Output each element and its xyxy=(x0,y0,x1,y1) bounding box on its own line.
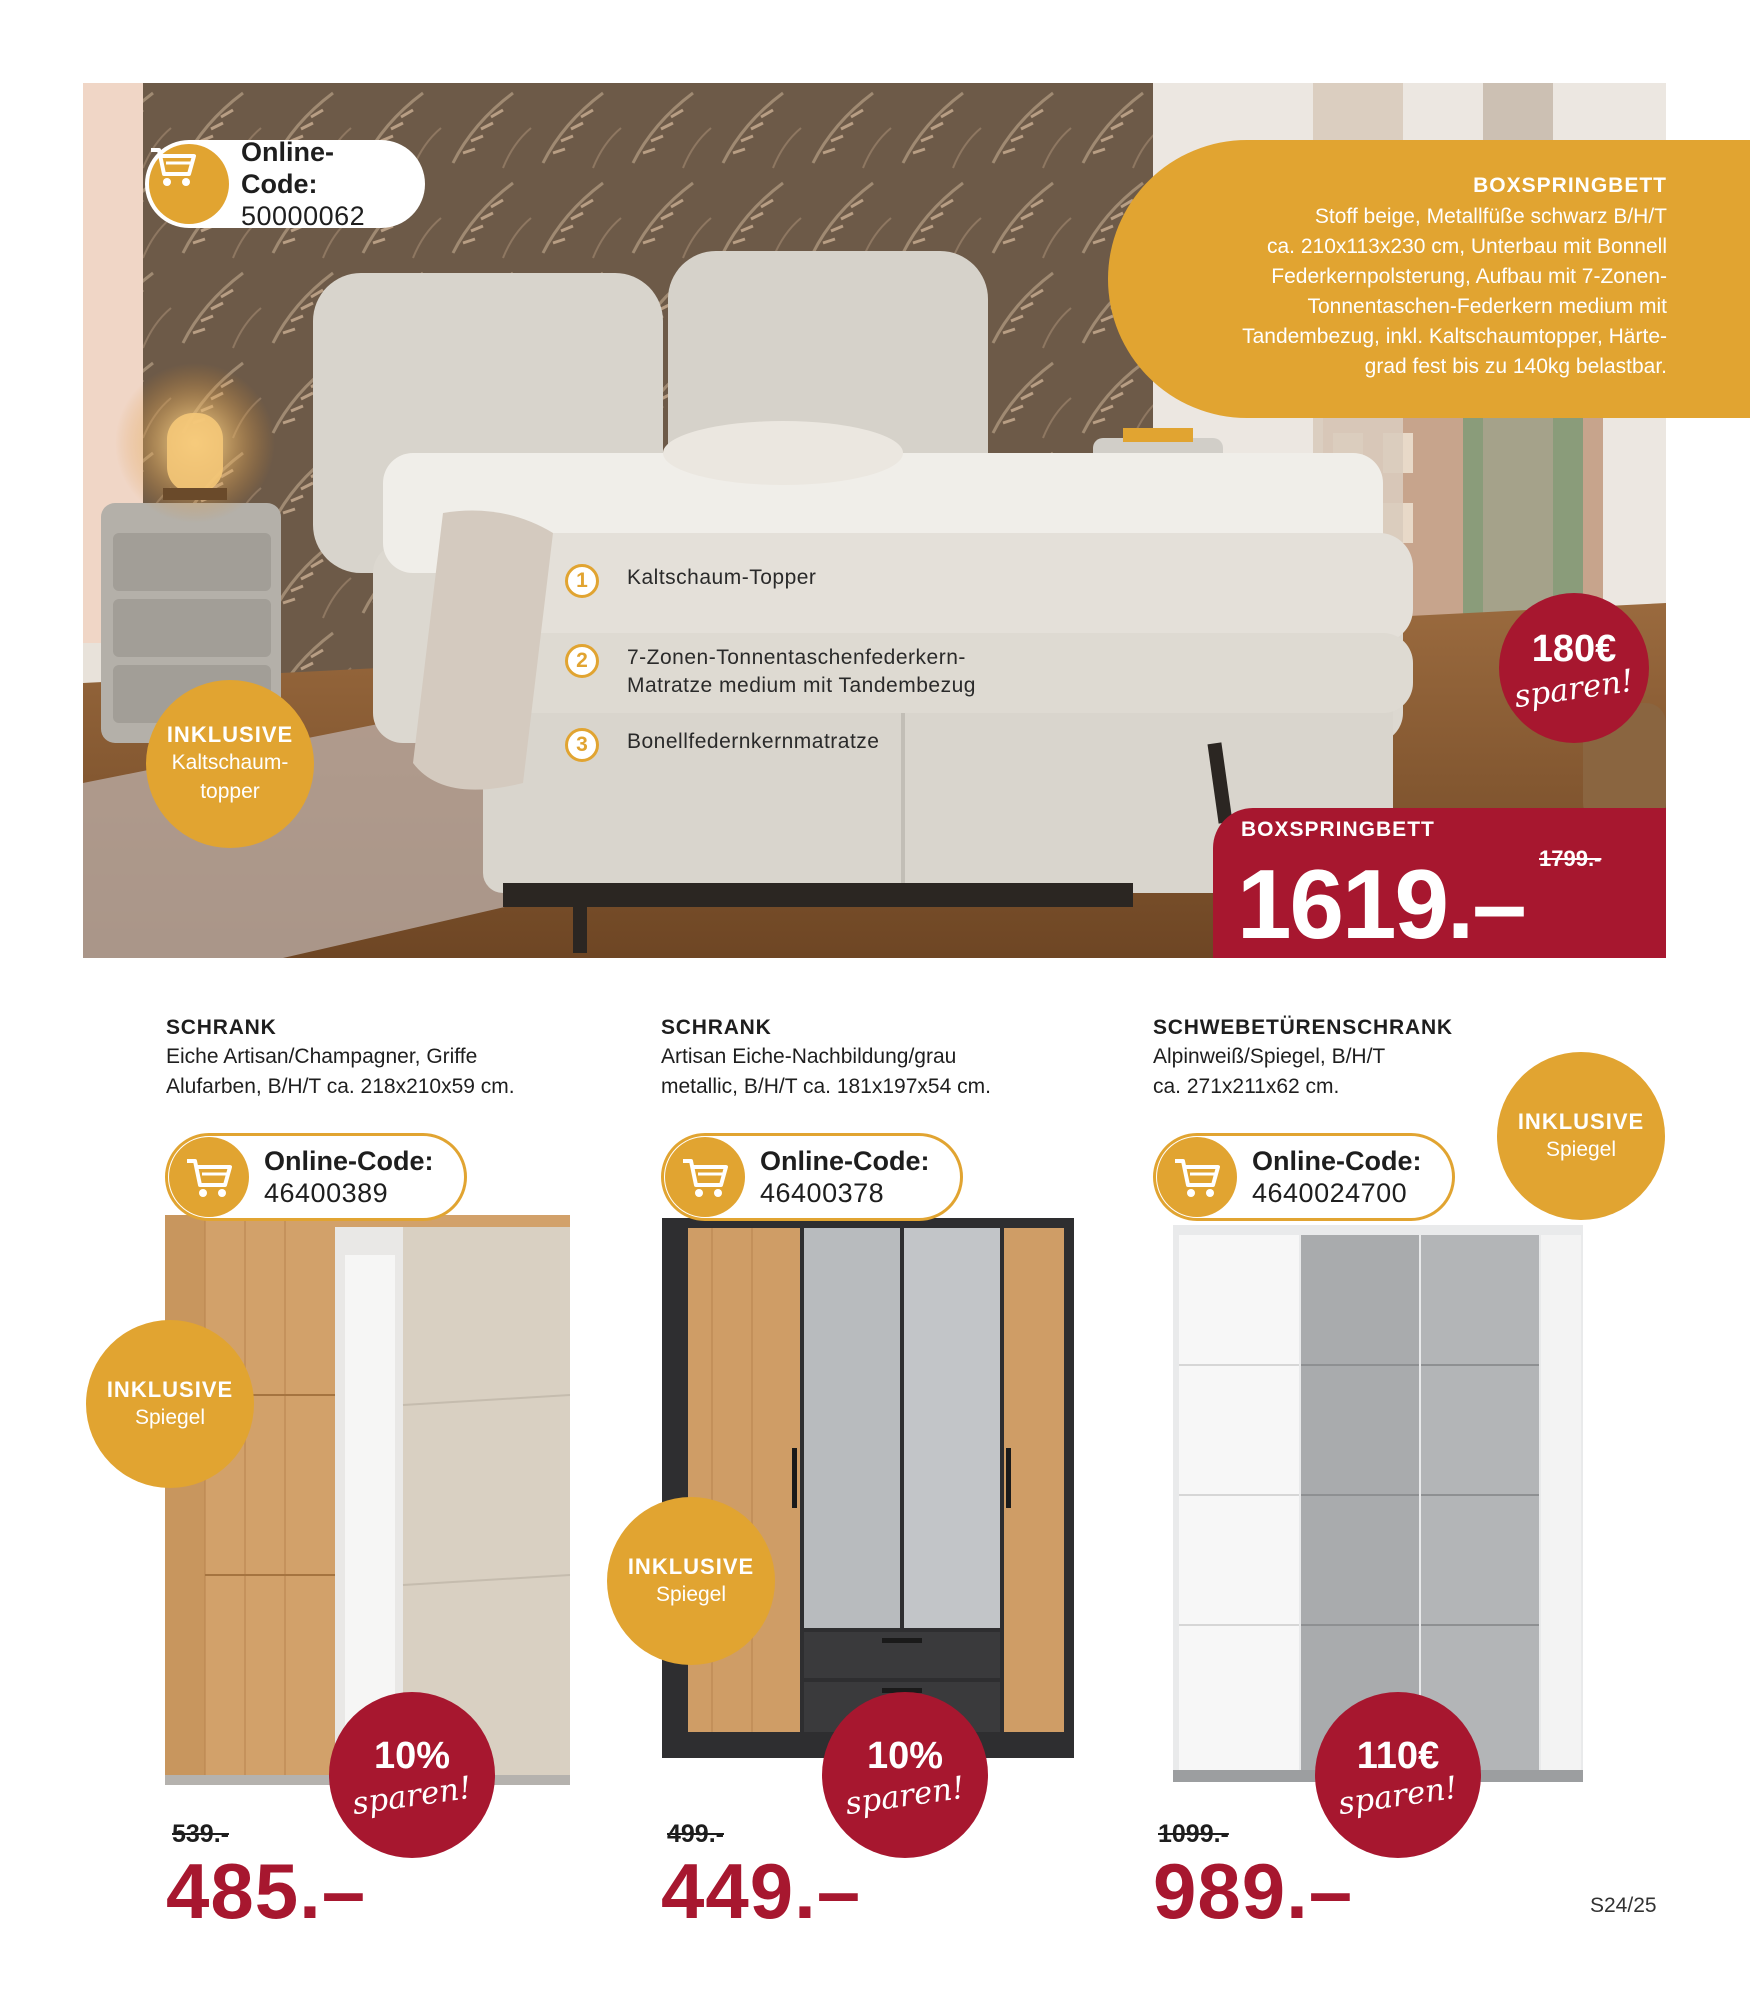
badge-text: Spiegel xyxy=(134,1405,206,1429)
online-code-label: Online-Code: xyxy=(1252,1146,1422,1176)
badge-heading: INKLUSIVE xyxy=(106,1376,234,1402)
online-code-label: Online-Code: xyxy=(264,1146,434,1176)
new-price: 485.– xyxy=(166,1847,367,1935)
feature-item-3 xyxy=(565,728,879,762)
feature-text: Kaltschaum-Topper xyxy=(627,566,817,589)
new-price: 1619.– xyxy=(1237,849,1525,959)
feature-number: 2 xyxy=(565,644,599,678)
feature-text-line2: Matratze medium mit Tandembezug xyxy=(627,674,976,697)
badge-heading: INKLUSIVE xyxy=(166,722,294,747)
savings-amount: 180€ xyxy=(1531,628,1617,670)
savings-badge xyxy=(822,1692,988,1858)
badge-text: Spiegel xyxy=(655,1582,727,1606)
online-code-number: 46400389 xyxy=(264,1178,389,1208)
new-price: 449.– xyxy=(661,1847,862,1935)
online-code-badge xyxy=(1153,1133,1455,1221)
product-title: SCHRANK xyxy=(166,1016,277,1039)
online-code-number: 4640024700 xyxy=(1252,1178,1408,1208)
product-title: SCHWEBETÜRENSCHRANK xyxy=(1153,1016,1453,1039)
product-info-banner xyxy=(1108,140,1750,418)
wardrobe-artisan-oak-grey-image xyxy=(662,1218,1074,1758)
online-code-badge xyxy=(165,1133,467,1221)
badge-text-line2: topper xyxy=(200,780,260,803)
product-desc-line: Tandembezug, inkl. Kaltschaumtopper, Härte- xyxy=(1242,325,1667,348)
inclusive-mirror-badge xyxy=(1497,1052,1665,1220)
product-desc-line: Federkernpolsterung, Aufbau mit 7-Zonen- xyxy=(1271,265,1667,288)
product-desc-line: metallic, B/H/T ca. 181x197x54 cm. xyxy=(661,1075,991,1098)
product-desc-line: grad fest bis zu 140kg belastbar. xyxy=(1364,355,1667,378)
product-desc-line: Stoff beige, Metallfüße schwarz B/H/T xyxy=(1314,205,1667,228)
product-description xyxy=(661,1042,1081,1102)
feature-item-2 xyxy=(565,644,976,700)
online-code-label: Online-Code: xyxy=(760,1146,930,1176)
inclusive-mirror-badge xyxy=(86,1320,254,1488)
shopping-cart-icon xyxy=(665,1137,745,1217)
old-price: 539.- xyxy=(172,1820,229,1848)
feature-number: 1 xyxy=(565,564,599,598)
product-desc-line: Artisan Eiche-Nachbildung/grau xyxy=(661,1045,957,1068)
online-code-label: Online-Code: xyxy=(241,137,334,199)
feature-number: 3 xyxy=(565,728,599,762)
online-code-number: 50000062 xyxy=(241,201,366,231)
product-desc-line: Alufarben, B/H/T ca. 218x210x59 cm. xyxy=(166,1075,515,1098)
savings-badge xyxy=(1315,1692,1481,1858)
price-label: BOXSPRINGBETT xyxy=(1241,818,1435,841)
savings-badge xyxy=(1499,593,1649,743)
inclusive-mirror-badge xyxy=(607,1497,775,1665)
shopping-cart-icon xyxy=(169,1137,249,1217)
online-code-badge xyxy=(145,137,425,231)
badge-text-line1: Kaltschaum- xyxy=(171,751,289,774)
badge-heading: INKLUSIVE xyxy=(1517,1108,1645,1134)
product-description xyxy=(166,1042,586,1102)
old-price: 499.- xyxy=(667,1820,724,1848)
savings-amount: 10% xyxy=(373,1735,451,1777)
product-desc-line: Alpinweiß/Spiegel, B/H/T xyxy=(1153,1045,1386,1068)
savings-badge xyxy=(329,1692,495,1858)
page-number: S24/25 xyxy=(1590,1894,1657,1917)
shopping-cart-icon xyxy=(1157,1137,1237,1217)
product-desc-line: Tonnentaschen-Federkern medium mit xyxy=(1307,295,1667,318)
product-desc-line: ca. 210x113x230 cm, Unterbau mit Bonnell xyxy=(1266,235,1667,258)
product-title: BOXSPRINGBETT xyxy=(1473,174,1667,197)
savings-word: sparen! xyxy=(1512,662,1636,716)
new-price: 989.– xyxy=(1153,1847,1354,1935)
inclusive-topper-badge xyxy=(146,680,314,848)
badge-text: Spiegel xyxy=(1545,1137,1617,1161)
feature-text: 7-Zonen-Tonnentaschenfederkern- xyxy=(627,646,966,669)
savings-amount: 110€ xyxy=(1356,1735,1440,1777)
old-price: 1799.- xyxy=(1539,846,1602,871)
savings-word: sparen! xyxy=(1336,1769,1460,1823)
savings-amount: 10% xyxy=(866,1735,944,1777)
shopping-cart-icon xyxy=(149,144,229,224)
feature-text: Bonellfedernkernmatratze xyxy=(627,730,880,753)
online-code-badge xyxy=(661,1133,963,1221)
product-title: SCHRANK xyxy=(661,1016,772,1039)
savings-word: sparen! xyxy=(843,1769,967,1823)
product-desc-line: Eiche Artisan/Champagner, Griffe xyxy=(166,1045,478,1068)
hero-price-box xyxy=(1213,808,1666,958)
badge-heading: INKLUSIVE xyxy=(627,1553,755,1579)
product-desc-line: ca. 271x211x62 cm. xyxy=(1153,1075,1340,1098)
old-price: 1099.- xyxy=(1158,1820,1229,1848)
savings-word: sparen! xyxy=(350,1769,474,1823)
feature-item-1 xyxy=(565,564,816,598)
online-code-number: 46400378 xyxy=(760,1178,885,1208)
